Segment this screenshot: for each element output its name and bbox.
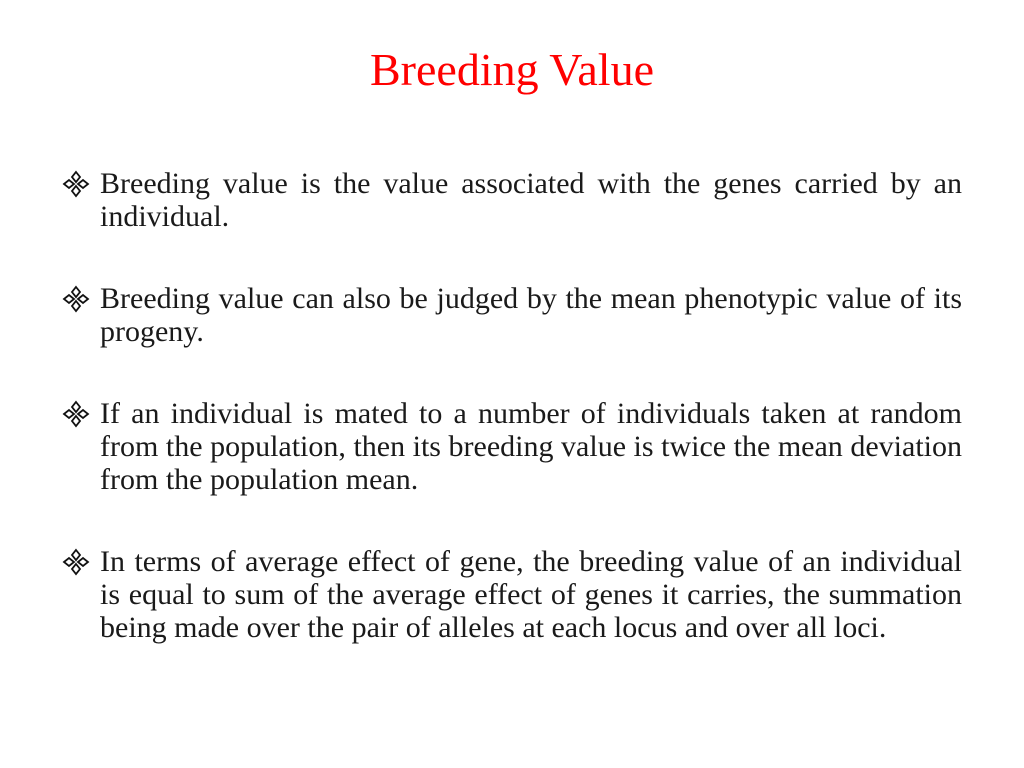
four-diamond-bullet-icon — [62, 400, 90, 428]
bullet-text: In terms of average effect of gene, the breeding value of an individual is equal to sum of the average effect of genes it carries, the summation being made over the pair of alleles at each locus and over all loci. — [100, 545, 962, 644]
bullet-item — [62, 282, 962, 348]
bullet-list — [62, 167, 962, 693]
bullet-item — [62, 545, 962, 644]
bullet-text: Breeding value can also be judged by the mean phenotypic value of its progeny. — [100, 282, 962, 348]
bullet-item — [62, 167, 962, 233]
slide-title: Breeding Value — [369, 44, 655, 95]
four-diamond-bullet-icon — [62, 170, 90, 198]
bullet-item — [62, 397, 962, 496]
bullet-text: Breeding value is the value associated with the genes carried by an individual. — [100, 167, 962, 233]
four-diamond-bullet-icon — [62, 548, 90, 576]
four-diamond-bullet-icon — [62, 285, 90, 313]
bullet-text: If an individual is mated to a number of individuals taken at random from the population, then its breeding value is twice the mean deviation from the population mean. — [100, 397, 962, 496]
